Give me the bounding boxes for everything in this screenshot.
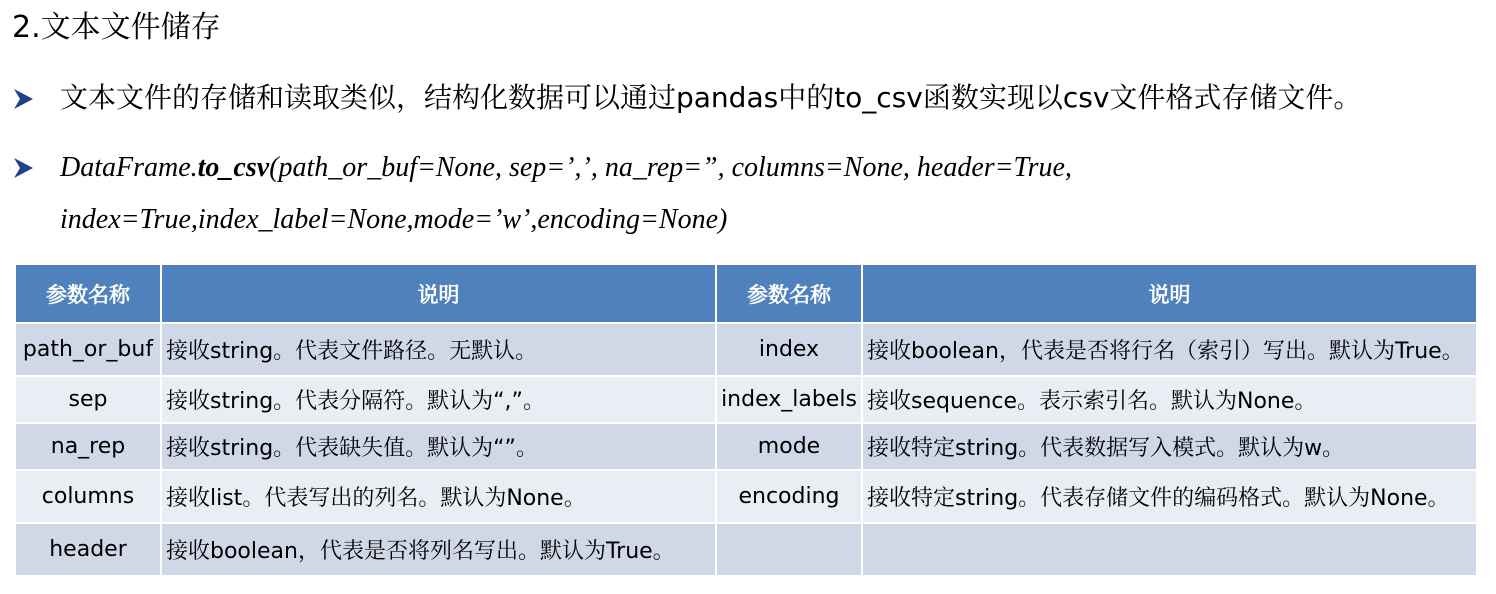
param-desc-cell: 接收sequence。表示索引名。默认为None。 bbox=[862, 376, 1477, 423]
param-name-cell: mode bbox=[716, 423, 862, 470]
param-name-cell: sep bbox=[15, 376, 161, 423]
signature-method: to_csv bbox=[197, 152, 270, 183]
param-name-cell: index bbox=[716, 323, 862, 376]
param-desc-cell bbox=[862, 523, 1477, 576]
column-header: 说明 bbox=[862, 264, 1477, 323]
param-name-cell bbox=[716, 523, 862, 576]
signature-line-1 bbox=[60, 146, 1072, 190]
param-name-cell: encoding bbox=[716, 470, 862, 523]
param-name-cell: index_labels bbox=[716, 376, 862, 423]
bullet-text: 文本文件的存储和读取类似，结构化数据可以通过pandas中的to_csv函数实现以csv文件格式存储文件。 bbox=[60, 81, 1362, 114]
param-desc-cell: 接收string。代表缺失值。默认为“”。 bbox=[161, 423, 716, 470]
column-header: 说明 bbox=[161, 264, 716, 323]
param-desc-cell: 接收string。代表文件路径。无默认。 bbox=[161, 323, 716, 376]
param-desc-cell: 接收特定string。代表存储文件的编码格式。默认为None。 bbox=[862, 470, 1477, 523]
param-desc-cell: 接收特定string。代表数据写入模式。默认为w。 bbox=[862, 423, 1477, 470]
page-title: 2.文本文件储存 bbox=[12, 10, 221, 45]
table-row bbox=[15, 323, 1477, 376]
column-header: 参数名称 bbox=[15, 264, 161, 323]
arrow-bullet-icon bbox=[12, 88, 34, 110]
table-header-row bbox=[15, 264, 1477, 323]
param-desc-cell: 接收list。代表写出的列名。默认为None。 bbox=[161, 470, 716, 523]
param-desc-cell: 接收boolean，代表是否将行名（索引）写出。默认为True。 bbox=[862, 323, 1477, 376]
param-name-cell: columns bbox=[15, 470, 161, 523]
table-row bbox=[15, 423, 1477, 470]
arrow-bullet-icon bbox=[12, 157, 34, 179]
parameter-table bbox=[14, 263, 1476, 563]
table-row bbox=[15, 376, 1477, 423]
table-row bbox=[15, 470, 1477, 523]
param-name-cell: header bbox=[15, 523, 161, 576]
signature-line-2: index=True,index_label=None,mode=’w’,encoding=None) bbox=[60, 204, 728, 235]
param-name-cell: na_rep bbox=[15, 423, 161, 470]
param-desc-cell: 接收boolean，代表是否将列名写出。默认为True。 bbox=[161, 523, 716, 576]
column-header: 参数名称 bbox=[716, 264, 862, 323]
signature-args-1: (path_or_buf=None, sep=’,’, na_rep=”, columns=None, header=True, bbox=[269, 152, 1072, 183]
table-row bbox=[15, 523, 1477, 576]
param-desc-cell: 接收string。代表分隔符。默认为“,”。 bbox=[161, 376, 716, 423]
signature-prefix: DataFrame. bbox=[60, 152, 198, 183]
param-name-cell: path_or_buf bbox=[15, 323, 161, 376]
